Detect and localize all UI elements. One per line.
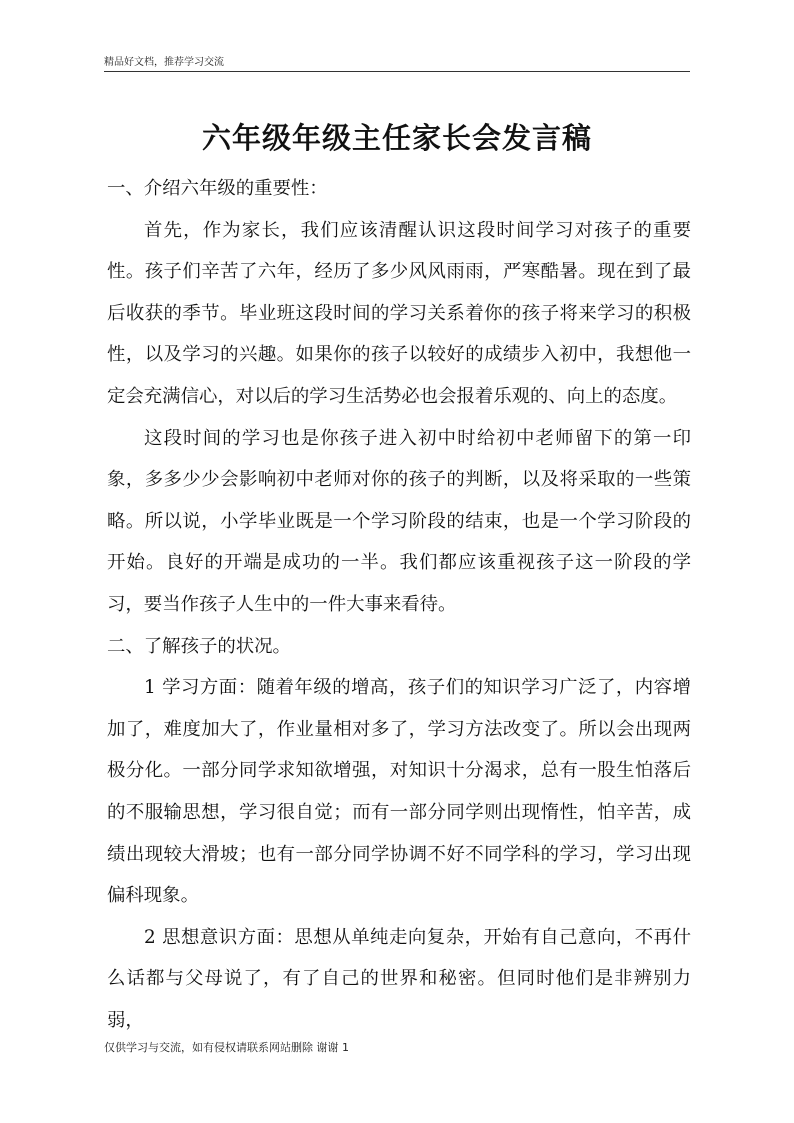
paragraph: 2 思想意识方面：思想从单纯走向复杂，开始有自己意向，不再什么话都与父母说了，有了自己的世界和秘密。但同时他们是非辨别力弱， xyxy=(107,926,691,1031)
paragraph: 这段时间的学习也是你孩子进入初中时给初中老师留下的第一印象，多多少少会影响初中老师对你的孩子的判断，以及将采取的一些策略。所以说，小学毕业既是一个学习阶段的结束，也是一个学习阶段的开始。良好的开端是成功的一半。我们都应该重视孩子这一阶段的学习，要当作孩子人生中的一件大事来看待。 xyxy=(107,427,691,615)
paragraph: 1 学习方面：随着年级的增高，孩子们的知识学习广泛了，内容增加了，难度加大了，作业量相对多了，学习方法改变了。所以会出现两极分化。一部分同学求知欲增强，对知识十分渴求，总有一股生怕落后的不服输思想，学习很自觉；而有一部分同学则出现惰性，怕辛苦，成绩出现较大滑坡；也有一部分同学协调不好不同学科的学习，学习出现偏科现象。 xyxy=(107,677,691,907)
section-heading-1: 一、介绍六年级的重要性： xyxy=(107,178,328,199)
page-header: 精品好文档，推荐学习交流 xyxy=(104,57,224,68)
document-body xyxy=(107,168,691,1041)
page-footer: 仅供学习与交流，如有侵权请联系网站删除 谢谢 1 xyxy=(104,1041,349,1054)
document-title: 六年级年级主任家长会发言稿 xyxy=(201,121,592,155)
section-heading-2: 二、了解孩子的状况。 xyxy=(107,635,291,657)
header-divider xyxy=(104,71,690,72)
paragraph: 首先，作为家长，我们应该清醒认识这段时间学习对孩子的重要性。孩子们辛苦了六年，经历了多少风风雨雨，严寒酷暑。现在到了最后收获的季节。毕业班这段时间的学习关系着你的孩子将来学习的积极性，以及学习的兴趣。如果你的孩子以较好的成绩步入初中，我想他一定会充满信心，对以后的学习生活势必也会报着乐观的、向上的态度。 xyxy=(107,219,691,407)
